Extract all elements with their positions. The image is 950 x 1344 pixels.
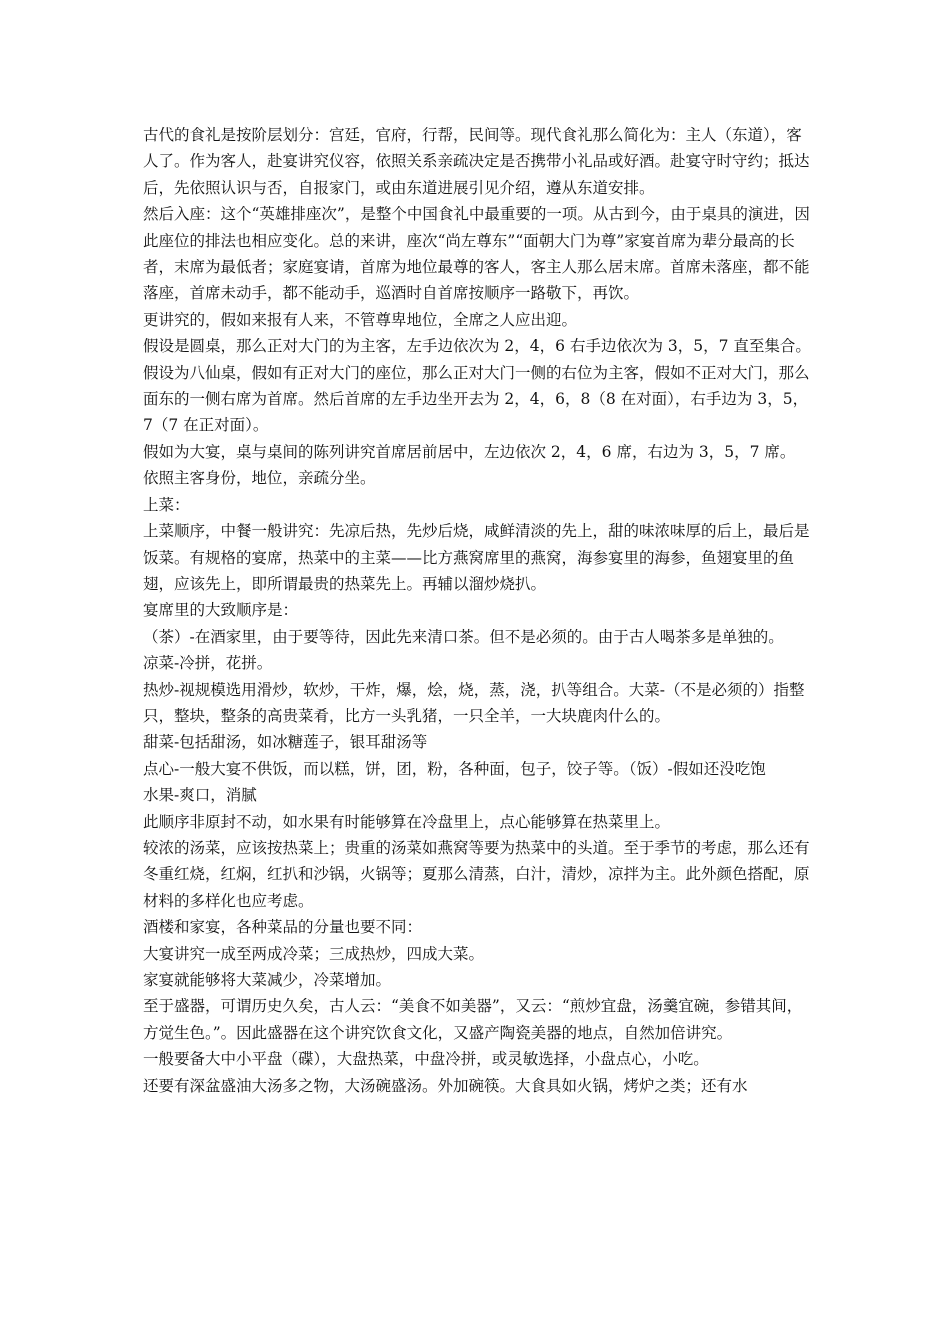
- paragraph-family-ratio: 家宴就能够将大菜减少，冷菜增加。: [143, 971, 392, 989]
- paragraph-eight-immortals-table: 假设为八仙桌，假如有正对大门的座位，那么正对大门一侧的右位为主客，假如不正对大门，那么面东的一侧右席为首席。然后首席的左手边坐开去为 2，4，6，8（8 在对面），右手边为 3，5，7（7 在正对面）。: [143, 363, 810, 435]
- paragraph-greeting-guests: 更讲究的，假如来报有人来，不管尊卑地位，全席之人应出迎。: [143, 310, 578, 329]
- paragraph-portion-sizes: 酒楼和家宴，各种菜品的分量也要不同：: [143, 918, 423, 937]
- paragraph-hot-stir-fry: 热炒-视规模选用滑炒，软炒，干炸，爆，烩，烧，蒸，浇，扒等组合。大菜-（不是必须的）指整只，整块，整条的高贵菜肴，比方一头乳猪，一只全羊，一大块鹿肉什么的。: [143, 680, 805, 725]
- paragraph-dining-etiquette-intro: 古代的食礼是按阶层划分：宫廷，官府，行帮，民间等。现代食礼那么简化为：主人（东道），客人了。作为客人，赴宴讲究仪容，依照关系亲疏决定是否携带小礼品或好酒。赴宴守时守约；抵达后，先依照认识与否，自报家门，或由东道进展引见介绍，遵从东道安排。: [143, 126, 810, 197]
- paragraph-fruit: 水果-爽口，消腻: [143, 786, 257, 805]
- paragraph-order-flexibility: 此顺序非原封不动，如水果有时能够算在冷盘里上，点心能够算在热菜里上。: [143, 812, 671, 831]
- paragraph-seat-by-status: 依照主客身份，地位，亲疏分坐。: [143, 469, 376, 488]
- paragraph-bowls-and-utensils: 还要有深盆盛油大汤多之物，大汤碗盛汤。外加碗筷。大食具如火锅，烤炉之类；还有水: [143, 1076, 748, 1095]
- document-page: [143, 122, 815, 1099]
- paragraph-serving-heading: 上菜：: [143, 495, 190, 514]
- paragraph-round-table: 假设是圆桌，那么正对大门的为主客，左手边依次为 2，4，6 右手边依次为 3，5，7 直至集合。: [143, 337, 811, 356]
- paragraph-seating-order: 然后入座：这个“英雄排座次”，是整个中国食礼中最重要的一项。从古到今，由于桌具的演进，因此座位的排法也相应变化。总的来讲，座次“尚左尊东”“面朝大门为尊”家宴首席为辈分最高的长者，末席为最低者；家庭宴请，首席为地位最尊的客人，客主人那么居末席。首席未落座，都不能落座，首席未动手，都不能动手，巡酒时自首席按顺序一路敬下，再饮。: [143, 205, 810, 303]
- paragraph-tableware: 至于盛器，可谓历史久矣，古人云：“美食不如美器”，又云：“煎炒宜盘，汤羹宜碗，参错其间，方觉生色。”。因此盛器在这个讲究饮食文化，又盛产陶瓷美器的地点，自然加倍讲究。: [143, 997, 803, 1042]
- paragraph-plates: 一般要备大中小平盘（碟），大盘热菜，中盘冷拼，或灵敏选择，小盘点心，小吃。: [143, 1050, 709, 1069]
- paragraph-banquet-ratio: 大宴讲究一成至两成冷菜；三成热炒，四成大菜。: [143, 944, 485, 963]
- paragraph-tea: （茶）-在酒家里，由于要等待，因此先来清口茶。但不是必须的。由于古人喝茶多是单独的。: [143, 627, 784, 646]
- paragraph-serving-order: 上菜顺序，中餐一般讲究：先凉后热，先炒后烧，咸鲜清淡的先上，甜的味浓味厚的后上，最后是饭菜。有规格的宴席，热菜中的主菜——比方燕窝席里的燕窝，海参宴里的海参，鱼翅宴里的鱼翅，应该先上，即所谓最贵的热菜先上。再辅以溜炒烧扒。: [143, 522, 810, 593]
- paragraph-large-banquet: 假如为大宴，桌与桌间的陈列讲究首席居前居中，左边依次 2，4，6 席，右边为 3，5，7 席。: [143, 442, 796, 461]
- paragraph-sweet-dishes: 甜菜-包括甜汤，如冰糖莲子，银耳甜汤等: [143, 733, 428, 752]
- paragraph-soups-and-seasons: 较浓的汤菜，应该按热菜上；贵重的汤菜如燕窝等要为热菜中的头道。至于季节的考虑，那么还有冬重红烧，红焖，红扒和沙锅，火锅等；夏那么清蒸，白汁，清炒，凉拌为主。此外颜色搭配，原材料的多样化也应考虑。: [143, 838, 810, 910]
- paragraph-banquet-order-heading: 宴席里的大致顺序是：: [143, 601, 299, 620]
- paragraph-dim-sum: 点心-一般大宴不供饭，而以糕，饼，团，粉，各种面，包子，饺子等。（饭）-假如还没吃饱: [143, 759, 766, 778]
- paragraph-cold-dishes: 凉菜-冷拼，花拼。: [143, 654, 273, 673]
